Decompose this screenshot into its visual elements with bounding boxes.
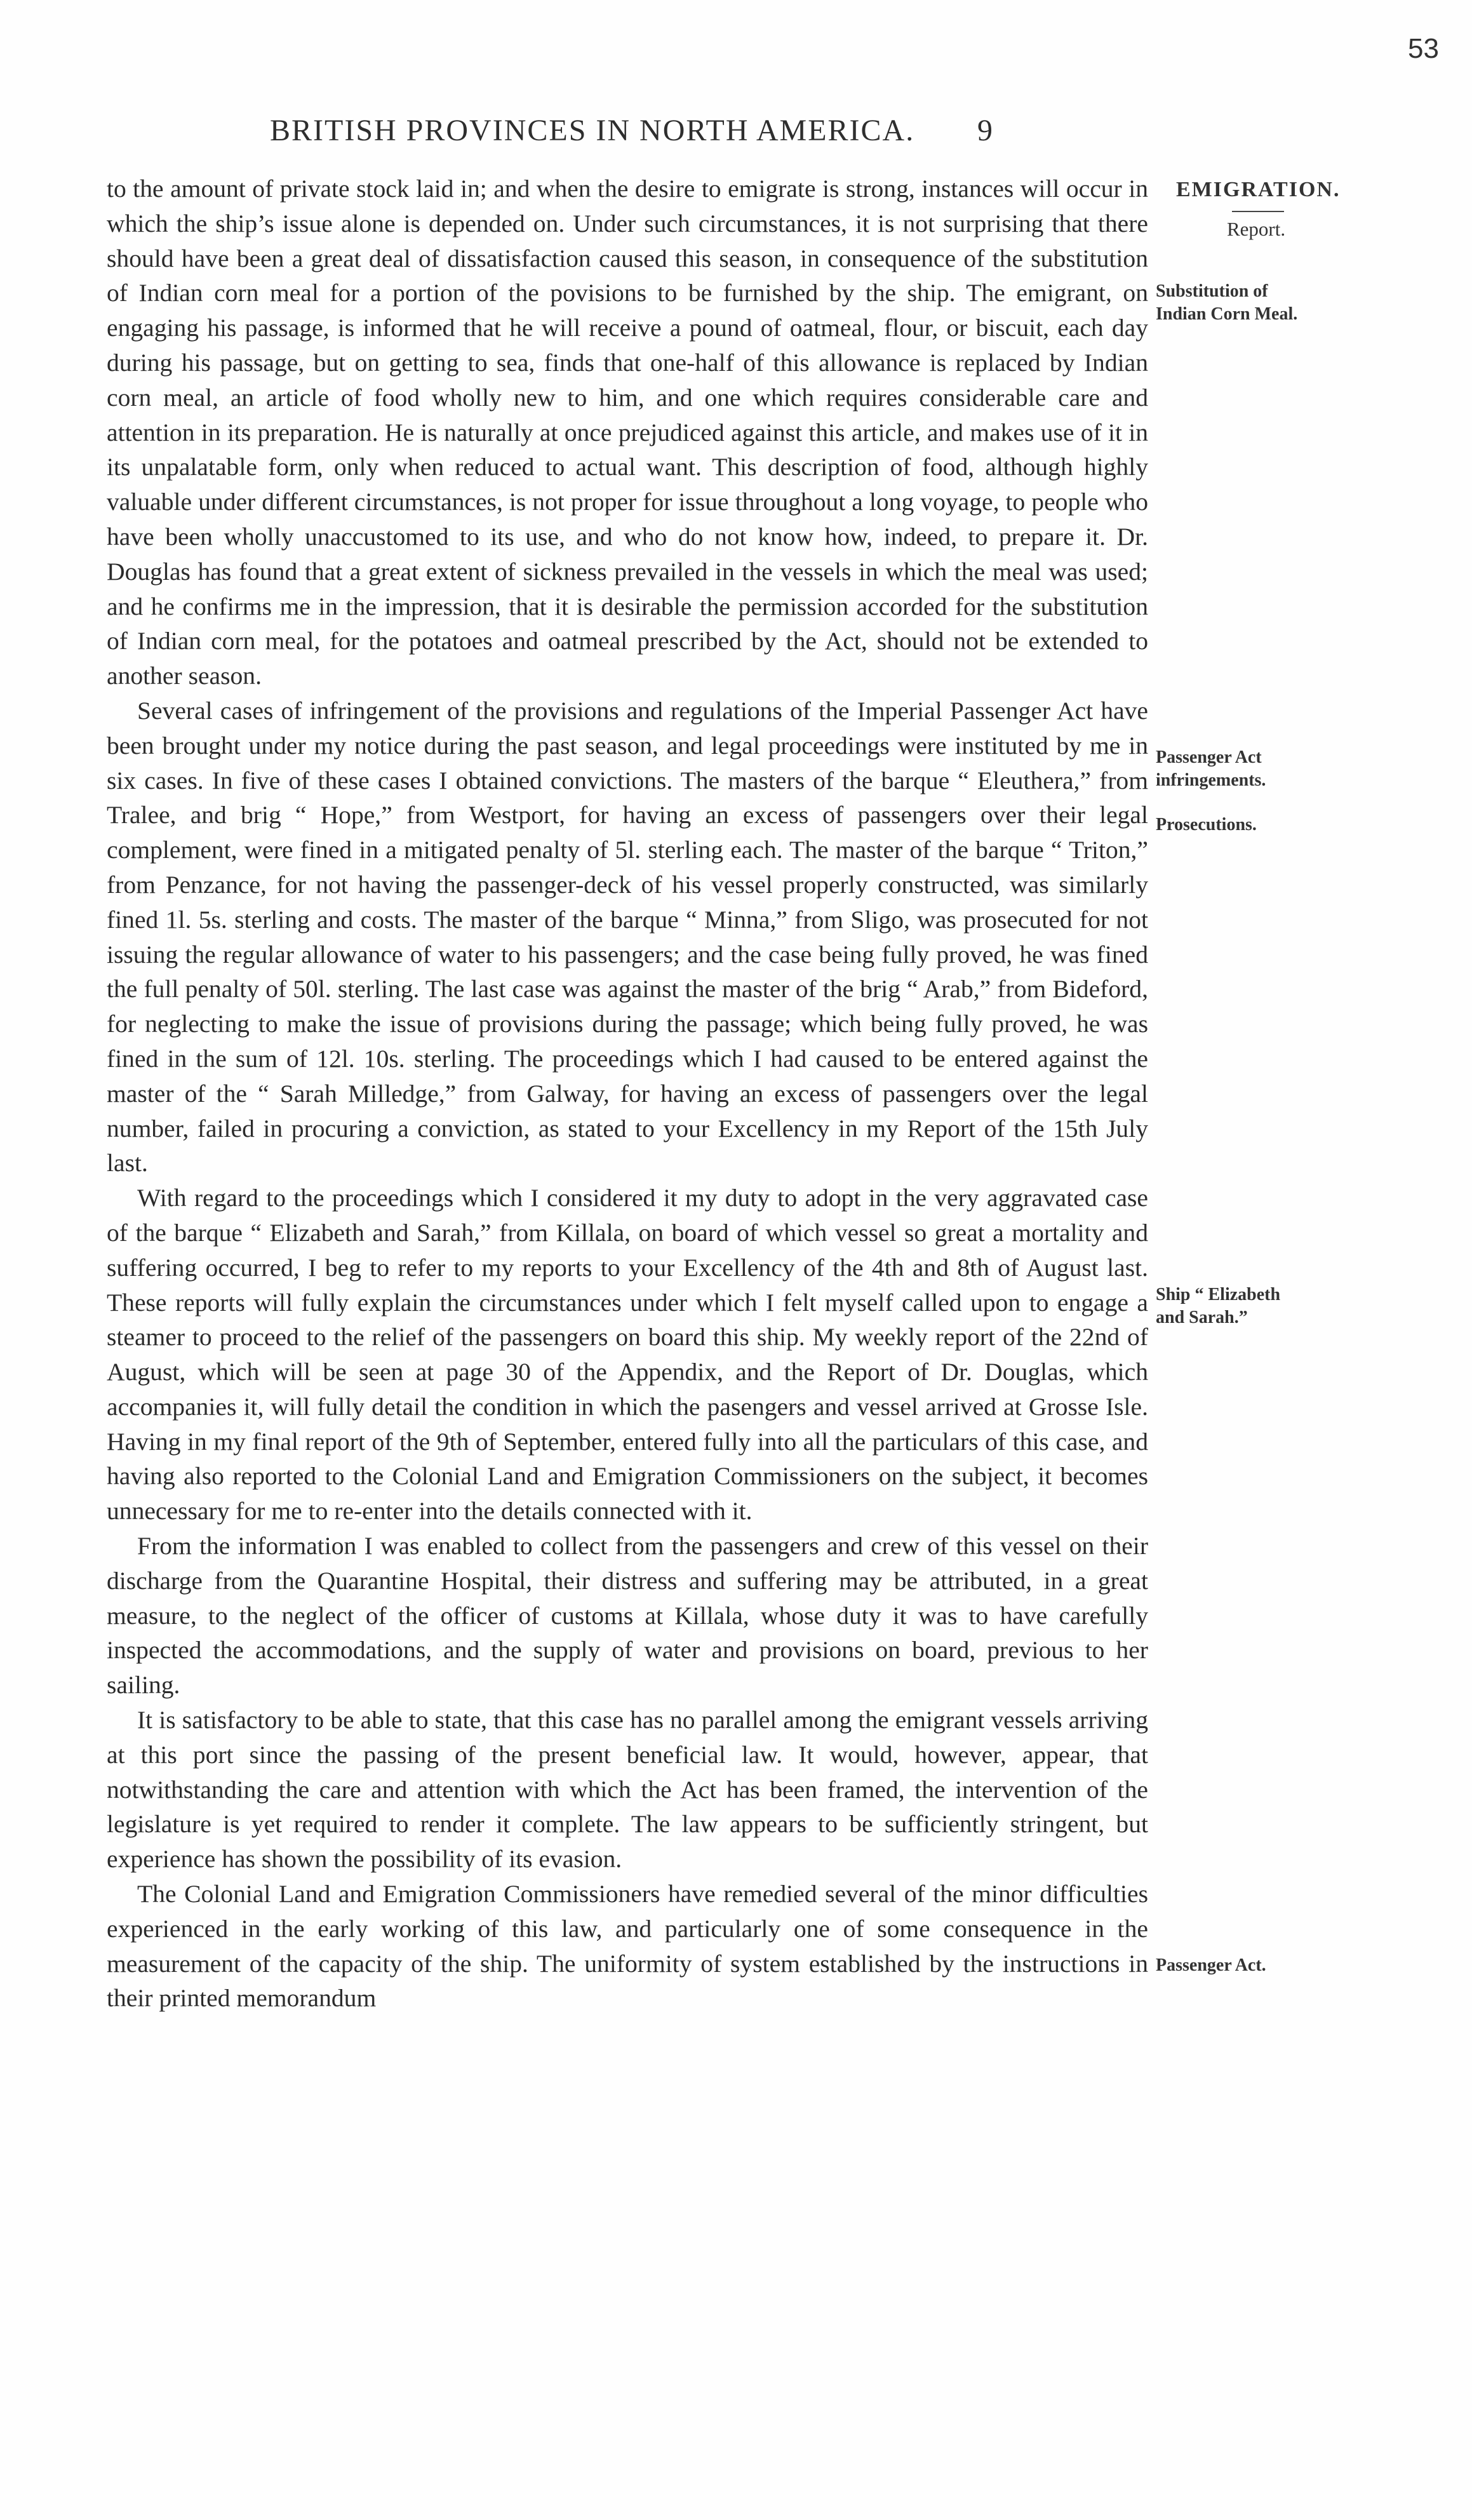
margin-note-indian-corn-2: Indian Corn Meal. (1156, 304, 1298, 324)
margin-note-ship-1: Ship “ Elizabeth (1156, 1285, 1281, 1304)
margin-note-infringements-1: Passenger Act (1156, 747, 1262, 767)
running-head-title: BRITISH PROVINCES IN NORTH AMERICA. (270, 114, 915, 147)
paragraph-killala: From the information I was enabled to collect from the passengers and crew of this vessel on their discharge from the Quarantine Hospital, their distress and suffering may be attributed, in a great measure, to the neglect of the officer of customs at Killala, whose duty it was to have carefully inspected the accommodations, and the supply of water and provisions on board, previous to her sailing. (107, 1532, 1148, 1699)
paragraph-infringements: Several cases of infringement of the provisions and regulations of the Imperial Passenger Act have been brought under my notice during the past season, and legal proceedings were instituted by me in six cases. In five of these cases I obtained convictions. The masters of the barque “ Eleuthera,” from Tralee, and brig “ Hope,” from Westport, for having an excess of passengers over their legal complement, were fined in a mitigated penalty of 5l. sterling each. The master of the barque “ Triton,” from Penzance, for not having the passenger-deck of his vessel properly constructed, was similarly fined 1l. 5s. sterling and costs. The master of the barque “ Minna,” from Sligo, was prosecuted for not issuing the regular allowance of water to his passengers; and the case being fully proved, he was fined the full penalty of 50l. sterling. The last case was against the master of the brig “ Arab,” from Bideford, for neglecting to make the issue of provisions during the passage; which being fully proved, he was fined in the sum of 12l. 10s. sterling. The proceedings which I had caused to be entered against the master of the “ Sarah Milledge,” from Galway, for having an excess of passengers over the legal number, failed in procuring a conviction, as stated to your Excellency in my Report of the 15th July last. (107, 696, 1148, 1177)
folio-number: 53 (1408, 33, 1439, 64)
margin-note-section: EMIGRATION. (1176, 178, 1341, 201)
body-text (107, 171, 1148, 2016)
paragraph-indian-corn: to the amount of private stock laid in; and when the desire to emigrate is strong, instances will occur in which the ship’s issue alone is depended on. Under such circumstances, it is not surprising that there should have been a great deal of dissatisfaction caused this season, in consequence of the substitution of Indian corn meal for a portion of the povisions to be furnished by the ship. The emigrant, on engaging his passage, is informed that he will receive a pound of oatmeal, flour, or biscuit, each day during his passage, but on getting to sea, finds that one-half of this allowance is replaced by Indian corn meal, an article of food wholly new to him, and one which requires considerable care and attention in its preparation. He is naturally at once prejudiced against this article, and makes use of it in its unpalatable form, only when reduced to actual want. This description of food, although highly valuable under different circumstances, is not proper for issue throughout a long voyage, to people who have been wholly unaccustomed to its use, and who do not know how, indeed, to prepare it. Dr. Douglas has found that a great extent of sickness prevailed in the vessels in which the meal was used; and he confirms me in the impression, that it is desirable the permission accorded for the substitution of Indian corn meal, for the potatoes and oatmeal prescribed by the Act, should not be extended to another season. (107, 175, 1148, 690)
paragraph-passenger-act: It is satisfactory to be able to state, that this case has no parallel among the emigrant vessels arriving at this port since the passing of the present beneficial law. It would, however, appear, that notwithstanding the care and attention with which the Act has been framed, the intervention of the legislature is yet required to render it complete. The law appears to be sufficiently stringent, but experience has shown the possibility of its evasion. (107, 1706, 1148, 1873)
running-head-page-number: 9 (977, 114, 994, 147)
margin-note-passenger-act: Passenger Act. (1156, 1955, 1266, 1975)
margin-note-indian-corn-1: Substitution of (1156, 281, 1268, 301)
margin-note-report: Report. (1227, 218, 1286, 240)
margin-note-infringements-2: infringements. (1156, 770, 1266, 790)
margin-note-ship-2: and Sarah.” (1156, 1308, 1248, 1327)
margin-note-rule (1232, 211, 1284, 212)
paragraph-commissioners: The Colonial Land and Emigration Commissioners have remedied several of the minor difficulties experienced in the early working of this law, and particularly one of some consequence in the measurement of the capacity of the ship. The uniformity of system established by the instructions in their printed memorandum (107, 1880, 1148, 2013)
margin-note-prosecutions: Prosecutions. (1156, 815, 1257, 834)
paragraph-elizabeth-and-sarah: With regard to the proceedings which I considered it my duty to adopt in the very aggravated case of the barque “ Elizabeth and Sarah,” from Killala, on board of which vessel so great a mortality and suffering occurred, I beg to refer to my reports to your Excellency of the 4th and 8th of August last. These reports will fully explain the circumstances under which I felt myself called upon to engage a steamer to proceed to the relief of the passengers on board this ship. My weekly report of the 22nd of August, which will be seen at page 30 of the Appendix, and the Report of Dr. Douglas, which accompanies it, will fully detail the condition in which the pasengers and vessel arrived at Grosse Isle. Having in my final report of the 9th of September, entered fully into all the particulars of this case, and having also reported to the Colonial Land and Emigration Commissioners on the subject, it becomes unnecessary for me to re-enter into the details connected with it. (107, 1184, 1148, 1525)
